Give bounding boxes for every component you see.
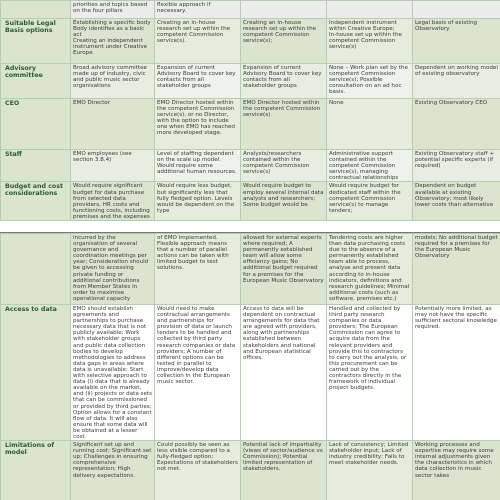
table-cell: [413, 305, 500, 441]
table-row: [1, 150, 500, 182]
row-label-limitations-of-model: Limitations of model: [1, 441, 71, 500]
cell-text: Creating an in-house research set up within the competent Commission service(s);: [243, 20, 317, 45]
table-cell: [241, 305, 327, 441]
row-label-access-to-data: Access to data: [1, 305, 71, 441]
cell-text: priorities and topics based on the four pillars: [73, 2, 148, 15]
row-label-row: [1, 1, 71, 19]
cell-text: Creating an in-house research set up within the competent Commission service(s).: [157, 20, 231, 45]
cell-text: None: [329, 100, 344, 106]
table-row: [1, 441, 500, 500]
row-label-suitable-legal-basis-options: Suitable Legal Basis options: [1, 19, 71, 64]
table-cell: [241, 182, 327, 221]
cell-text: None – Work plan set by the competent Commission service(s); Possible consultation on an ad hoc basis.: [329, 65, 408, 96]
cell-text: Establishing a specific body Body identifies as a basic act Creating an independent instrument under Creative Europe: [73, 20, 151, 57]
cell-text: Dependent on budget available at existing Observatory; most likely lower costs than alternative: [415, 183, 494, 208]
cell-text: Broad advisory committee made up of industry, civic and public music sector organisations: [73, 65, 147, 90]
cell-text: Potential lack of impartiality (views of sector/audience vs Commission); Potential limited representation of stakeholders.: [243, 442, 323, 473]
table-cell: [241, 150, 327, 182]
table-row: [1, 234, 500, 305]
cell-text: Tendering costs are higher than data purchasing costs due to the absence of a permanently established team able to process, analyse and present data according to in-house indicators, definitions and research guidelines; Minimal additional costs (such as software, premises etc.): [329, 235, 410, 302]
row-label-ceo: CEO: [1, 99, 71, 150]
table-cell: [413, 182, 500, 221]
table-cell: [413, 441, 500, 500]
cell-text: Administrative support contained within the competent Commission service(s), managing contractual relationships: [329, 151, 399, 182]
table-cell: [71, 234, 155, 305]
cell-text: Significant set up and running cost; Significant set up; Challenges in ensuring comprehensive representation; High delivery expectations.: [73, 442, 152, 479]
cell-text: Existing Observatory staff + potential specific experts (if required): [415, 151, 495, 170]
cell-text: EMO Director hosted within the competent Commission service(s), or no Director, with the option to include one when EMO has reached more developed stage.: [157, 100, 235, 137]
table-cell: [155, 19, 241, 64]
table-cell: [413, 234, 500, 305]
table-cell: [241, 234, 327, 305]
table-cell: [71, 1, 155, 19]
table-row: [1, 1, 500, 19]
table-cell: [155, 150, 241, 182]
table-cell: [241, 64, 327, 99]
table-cell: [155, 64, 241, 99]
table-cell: [155, 1, 241, 19]
table-cell: [327, 441, 413, 500]
table-row: [1, 305, 500, 441]
cell-text: EMO Director: [73, 100, 111, 106]
cell-text: Lack of consistency; Limited stakeholder input; Lack of industry credibility; Fails to meet stakeholder needs.: [329, 442, 409, 467]
cell-text: Could possibly be seen as less visible compared to a fully-fledged option; Expectations of stakeholders not met.: [157, 442, 238, 473]
cell-text: Access to data will be dependent on contractual arrangements for data that are agreed with providers, along with partnerships established between stakeholders and national and European statistical offices.: [243, 306, 320, 361]
table-cell: [241, 19, 327, 64]
cell-text: EMO employees (see section 3.8.4): [73, 151, 132, 164]
table-cell: [71, 99, 155, 150]
table-cell: [413, 150, 500, 182]
cell-text: Analysts/researchers contained within the competent Commission service(s): [243, 151, 310, 176]
cell-text: Expansion of current Advisory Board to cover key contacts from all stakeholder groups: [157, 65, 236, 90]
cell-text: allowed for external experts where required; A permanently established team will allow some efficiency gains; No additional budget required for a premises for the European Music Observatory: [243, 235, 324, 284]
table-cell: [71, 150, 155, 182]
table-cell: [155, 441, 241, 500]
cell-text: Dependent on working model of existing observatory: [415, 65, 498, 78]
table-row: [1, 19, 500, 64]
table-cell: [413, 64, 500, 99]
cell-text: EMO should establish agreements and partnerships to purchase necessary data that is not publicly available; Work with stakeholder groups and public data collection bodies to develop methodologies to address data gaps in areas where data is unavailable; Start with selective approach to data (i) data that is already available on the market, and (ii) projects or data sets that can be commissioned or provided by third parties; Option allows for a constant flow of data. It will also ensure that some data will be obtained at a lesser cost.: [73, 306, 153, 440]
table-cell: [327, 305, 413, 441]
table-row: [1, 99, 500, 150]
row-label-budget-and-cost-considerations: Budget and cost considerations: [1, 182, 71, 221]
cell-text: Handled and collected by third party research companies or data providers; The European Commission can agree to acquire data from the relevant providers and provide this to contractors to carry out the analysis, or this procurement can be carried out by the contractors directly in the framework of individual project budgets.: [329, 306, 407, 392]
cell-text: Would require less budget, but significantly less that fully fledged option. Levels would be dependent on the type: [157, 183, 235, 214]
table-cell: [327, 150, 413, 182]
table-cell: [413, 99, 500, 150]
table-cell: [413, 19, 500, 64]
options-comparison-table-top: [0, 0, 500, 221]
table-cell: [71, 19, 155, 64]
table-cell: [71, 305, 155, 441]
table-cell: [413, 1, 500, 19]
table-cell: [327, 1, 413, 19]
cell-text: incurred by the organisation of several governance and coordination meetings per year; Consideration should be given to accessing private funding or additional contributions from Member States in order to maximise operational capacity: [73, 235, 149, 302]
table-cell: [155, 182, 241, 221]
cell-text: Expansion of current Advisory Board to cover key contacts from all stakeholder groups: [243, 65, 322, 90]
cell-text: Would need to make contractual arrangements and partnerships for provision of data or launch tenders to be handled and collected by third party research companies or data providers; A number of different options can be tested in parallel to improve/develop data collection in the European music sector.: [157, 306, 236, 386]
table-cell: [71, 441, 155, 500]
table-row: [1, 64, 500, 99]
table-cell: [327, 234, 413, 305]
table-row: [1, 182, 500, 221]
table-cell: [241, 441, 327, 500]
table-cell: [71, 64, 155, 99]
cell-text: Independent instrument within Creative Europe; In-house set up within the competent Commission service(s): [329, 20, 402, 51]
cell-text: Potentially more limited, as may not have the specific sufficient sectoral knowledge required.: [415, 306, 497, 331]
cell-text: Level of staffing dependent on the scale up model. Would require some additional human resources.: [157, 151, 237, 176]
cell-text: EMO Director hosted within the competent Commission service(s): [243, 100, 321, 119]
table-cell: [241, 1, 327, 19]
table-cell: [155, 99, 241, 150]
cell-text: models; No additional budget required for a premises for the European Music Observatory: [415, 235, 498, 260]
cell-text: of EMO implemented. Flexible approach means that a number of parallel actions can be taken with limited budget to test solutions.: [157, 235, 229, 272]
table-cell: [155, 234, 241, 305]
cell-text: flexible approach if necessary.: [157, 2, 211, 15]
table-cell: [327, 99, 413, 150]
cell-text: Existing Observatory CEO: [415, 100, 488, 106]
cell-text: Would require budget for dedicated staff within the competent Commission service(s) to manage tenders;: [329, 183, 401, 214]
cell-text: Working processes and expertise may require some internal adjustments given the characteristics in which data collection in music sector takes: [415, 442, 494, 479]
cell-text: Would require budget to employ several internal data analysts and researchers; Some budget would be: [243, 183, 324, 208]
table-cell: [241, 99, 327, 150]
table-cell: [327, 64, 413, 99]
row-label-staff: Staff: [1, 150, 71, 182]
cell-text: Legal basis of existing Observatory: [415, 20, 478, 33]
cell-text: Would require significant budget for data purchase from selected data providers, HR costs and functioning costs, including premises and the expenses: [73, 183, 150, 220]
options-comparison-table-bottom: [0, 233, 500, 500]
table-cell: [155, 305, 241, 441]
table-cell: [327, 182, 413, 221]
row-label-row: [1, 234, 71, 305]
row-label-advisory-committee: Advisory committee: [1, 64, 71, 99]
table-cell: [327, 19, 413, 64]
table-cell: [71, 182, 155, 221]
